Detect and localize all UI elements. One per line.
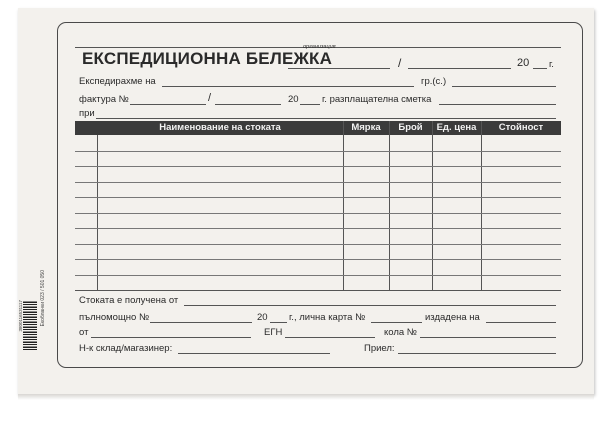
invoice-number-field[interactable] — [130, 104, 206, 105]
city-field[interactable] — [452, 86, 556, 87]
proxy-number-field[interactable] — [150, 322, 252, 323]
issued-by-field[interactable] — [91, 337, 251, 338]
table-row[interactable] — [75, 259, 561, 260]
column-header-unit-price: Ед. цена — [436, 122, 477, 133]
table-header — [75, 121, 561, 135]
invoice-slash: / — [208, 92, 212, 104]
table-row[interactable] — [75, 151, 561, 152]
org-field[interactable] — [288, 68, 390, 69]
column-header-count: Брой — [398, 122, 423, 133]
print-info: Екобланки 023 / 501 050 — [40, 270, 46, 327]
table-column-divider — [389, 121, 390, 290]
account-field[interactable] — [439, 104, 556, 105]
received-by-field[interactable] — [398, 353, 556, 354]
year-prefix: 20 — [517, 57, 530, 69]
issued-date-field[interactable] — [486, 322, 556, 323]
invoice-date-field[interactable] — [215, 104, 281, 105]
quantity-label: кола № — [384, 327, 417, 338]
table-row[interactable] — [75, 228, 561, 229]
egn-field[interactable] — [285, 337, 375, 338]
received-by-label: Приел: — [364, 343, 395, 354]
proxy-year-prefix: 20 — [257, 312, 268, 323]
bank-field[interactable] — [96, 118, 556, 119]
storekeeper-field[interactable] — [178, 353, 330, 354]
egn-label: ЕГН — [264, 327, 283, 338]
id-card-field[interactable] — [371, 322, 422, 323]
page-title: ЕКСПЕДИЦИОННА БЕЛЕЖКА — [82, 49, 333, 68]
invoice-year-prefix: 20 — [288, 94, 299, 105]
at-label: при — [79, 108, 95, 119]
proxy-label: пълномощно № — [79, 312, 150, 323]
city-label: гр.(с.) — [421, 76, 447, 87]
invoice-label: фактура № — [79, 94, 129, 105]
table-row[interactable] — [75, 166, 561, 167]
table-column-divider — [481, 121, 482, 290]
shipped-label: Експедирахме на — [79, 76, 156, 87]
shipped-to-field[interactable] — [162, 86, 414, 87]
table-column-divider — [343, 121, 344, 290]
title-slash: / — [398, 56, 402, 70]
quantity-field[interactable] — [420, 337, 556, 338]
table-column-divider — [432, 121, 433, 290]
received-label: Стоката е получена от — [79, 295, 179, 306]
barcode-number: 3800116531117 — [18, 300, 23, 332]
from-label: от — [79, 327, 89, 338]
table-row[interactable] — [75, 244, 561, 245]
org-caption: организация — [303, 44, 336, 50]
sheet-shadow — [18, 394, 594, 400]
doc-number-field[interactable] — [408, 68, 511, 69]
proxy-year-field[interactable] — [270, 322, 287, 323]
year-suffix: г. — [549, 59, 554, 70]
column-header-value: Стойност — [498, 122, 544, 133]
invoice-year-field[interactable] — [300, 104, 320, 105]
id-card-label: г., лична карта № — [289, 312, 366, 323]
table-row[interactable] — [75, 182, 561, 183]
table-bottom-rule — [75, 290, 561, 291]
received-from-field[interactable] — [184, 305, 556, 306]
table-row[interactable] — [75, 197, 561, 198]
issued-label: издадена на — [425, 312, 480, 323]
column-header-unit: Мярка — [351, 122, 381, 133]
account-label: г. разплащателна сметка — [322, 94, 432, 105]
year-field[interactable] — [533, 68, 547, 69]
storekeeper-label: Н-к склад/магазинер: — [79, 343, 173, 354]
table-row[interactable] — [75, 213, 561, 214]
table-row[interactable] — [75, 275, 561, 276]
column-header-name: Наименование на стоката — [159, 122, 281, 133]
